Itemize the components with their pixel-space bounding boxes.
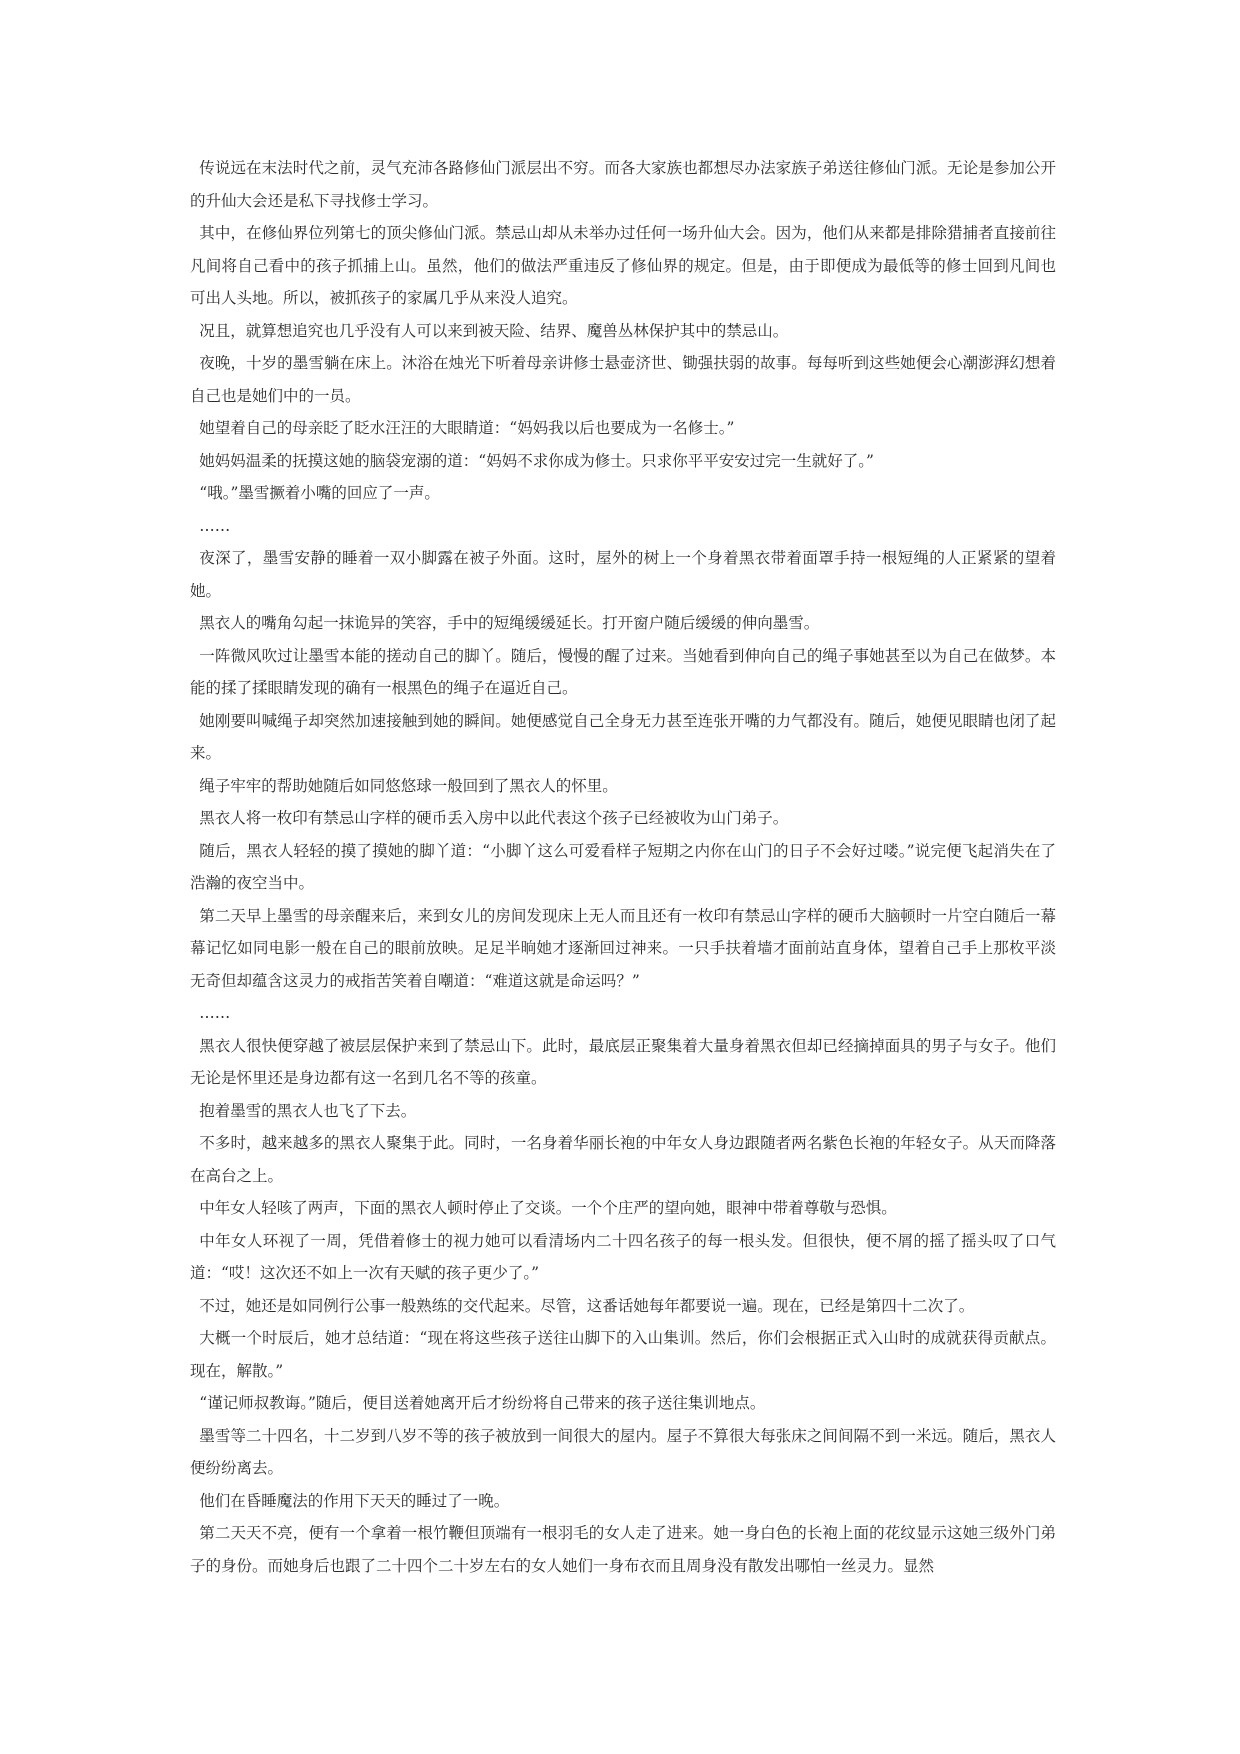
paragraph: 夜深了，墨雪安静的睡着一双小脚露在被子外面。这时，屋外的树上一个身着黑衣带着面罩手持一根短绳的人正紧紧的望着她。 xyxy=(190,549,1056,600)
document-body xyxy=(190,152,1056,1582)
paragraph: 传说远在末法时代之前，灵气充沛各路修仙门派层出不穷。而各大家族也都想尽办法家族子弟送往修仙门派。无论是参加公开的升仙大会还是私下寻找修士学习。 xyxy=(190,159,1056,210)
paragraph: 她望着自己的母亲眨了眨水汪汪的大眼睛道：“妈妈我以后也要成为一名修士。” xyxy=(199,419,735,437)
paragraph: 随后，黑衣人轻轻的摸了摸她的脚丫道：“小脚丫这么可爱看样子短期之内你在山门的日子不会好过喽。”说完便飞起消失在了浩瀚的夜空当中。 xyxy=(190,841,1056,892)
paragraph: 况且，就算想追究也几乎没有人可以来到被天险、结界、魔兽丛林保护其中的禁忌山。 xyxy=(199,321,789,340)
paragraph: 一阵微风吹过让墨雪本能的搓动自己的脚丫。随后，慢慢的醒了过来。当她看到伸向自己的绳子事她甚至以为自己在做梦。本能的揉了揉眼睛发现的确有一根黑色的绳子在逼近自己。 xyxy=(190,646,1056,697)
paragraph: 夜晚，十岁的墨雪躺在床上。沐浴在烛光下听着母亲讲修士悬壶济世、锄强扶弱的故事。每每听到这些她便会心潮澎湃幻想着自己也是她们中的一员。 xyxy=(190,354,1056,405)
paragraph: 中年女人环视了一周，凭借着修士的视力她可以看清场内二十四名孩子的每一根头发。但很快，便不屑的摇了摇头叹了口气道：“哎！这次还不如上一次有天赋的孩子更少了。” xyxy=(190,1231,1056,1282)
paragraph: 第二天天不亮，便有一个拿着一根竹鞭但顶端有一根羽毛的女人走了进来。她一身白色的长袍上面的花纹显示这她三级外门弟子的身份。而她身后也跟了二十四个二十岁左右的女人她们一身布衣而且周身没有散发出哪怕一丝灵力。显然 xyxy=(190,1524,1056,1575)
paragraph: 绳子牢牢的帮助她随后如同悠悠球一般回到了黑衣人的怀里。 xyxy=(199,776,618,795)
paragraph: 其中，在修仙界位列第七的顶尖修仙门派。禁忌山却从未举办过任何一场升仙大会。因为，他们从来都是排除猎捕者直接前往凡间将自己看中的孩子抓捕上山。虽然，他们的做法严重违反了修仙界的规定。但是，由于即便成为最低等的修士回到凡间也可出人头地。所以，被抓孩子的家属几乎从来没人追究。 xyxy=(190,224,1056,307)
ellipsis-separator: …… xyxy=(199,1004,231,1022)
paragraph: 黑衣人将一枚印有禁忌山字样的硬币丢入房中以此代表这个孩子已经被收为山门弟子。 xyxy=(199,809,789,827)
paragraph: 她妈妈温柔的抚摸这她的脑袋宠溺的道：“妈妈不求你成为修士。只求你平平安安过完一生就好了。” xyxy=(199,451,874,470)
paragraph: “谨记师叔教诲。”随后，便目送着她离开后才纷纷将自己带来的孩子送往集训地点。 xyxy=(199,1394,766,1412)
paragraph: 黑衣人很快便穿越了被层层保护来到了禁忌山下。此时，最底层正聚集着大量身着黑衣但却已经摘掉面具的男子与女子。他们无论是怀里还是身边都有这一名到几名不等的孩童。 xyxy=(190,1036,1056,1087)
paragraph: “哦。”墨雪撅着小嘴的回应了一声。 xyxy=(199,484,440,502)
paragraph: 不过，她还是如同例行公事一般熟练的交代起来。尽管，这番话她每年都要说一遍。现在，已经是第四十二次了。 xyxy=(199,1296,975,1315)
paragraph: 不多时，越来越多的黑衣人聚集于此。同时，一名身着华丽长袍的中年女人身边跟随者两名紫色长袍的年轻女子。从天而降落在高台之上。 xyxy=(190,1134,1056,1185)
ellipsis-separator: …… xyxy=(199,516,231,535)
paragraph: 黑衣人的嘴角勾起一抹诡异的笑容，手中的短绳缓缓延长。打开窗户随后缓缓的伸向墨雪。 xyxy=(199,614,820,632)
paragraph: 抱着墨雪的黑衣人也飞了下去。 xyxy=(199,1101,417,1120)
paragraph: 第二天早上墨雪的母亲醒来后，来到女儿的房间发现床上无人而且还有一枚印有禁忌山字样的硬币大脑顿时一片空白随后一幕幕记忆如同电影一般在自己的眼前放映。足足半晌她才逐渐回过神来。一只手扶着墙才面前站直身体，望着自己手上那枚平淡无奇但却蕴含这灵力的戒指苦笑着自嘲道：“难道这就是命运吗？” xyxy=(190,906,1056,990)
paragraph: 墨雪等二十四名，十二岁到八岁不等的孩子被放到一间很大的屋内。屋子不算很大每张床之间间隔不到一米远。随后，黑衣人便纷纷离去。 xyxy=(190,1426,1056,1477)
paragraph: 她刚要叫喊绳子却突然加速接触到她的瞬间。她便感觉自己全身无力甚至连张开嘴的力气都没有。随后，她便见眼睛也闭了起来。 xyxy=(190,711,1056,762)
paragraph: 他们在昏睡魔法的作用下天天的睡过了一晚。 xyxy=(199,1491,510,1510)
paragraph: 大概一个时辰后，她才总结道：“现在将这些孩子送往山脚下的入山集训。然后，你们会根据正式入山时的成就获得贡献点。现在，解散。” xyxy=(190,1329,1056,1380)
paragraph: 中年女人轻咳了两声，下面的黑衣人顿时停止了交谈。一个个庄严的望向她，眼神中带着尊敬与恐惧。 xyxy=(199,1199,897,1217)
